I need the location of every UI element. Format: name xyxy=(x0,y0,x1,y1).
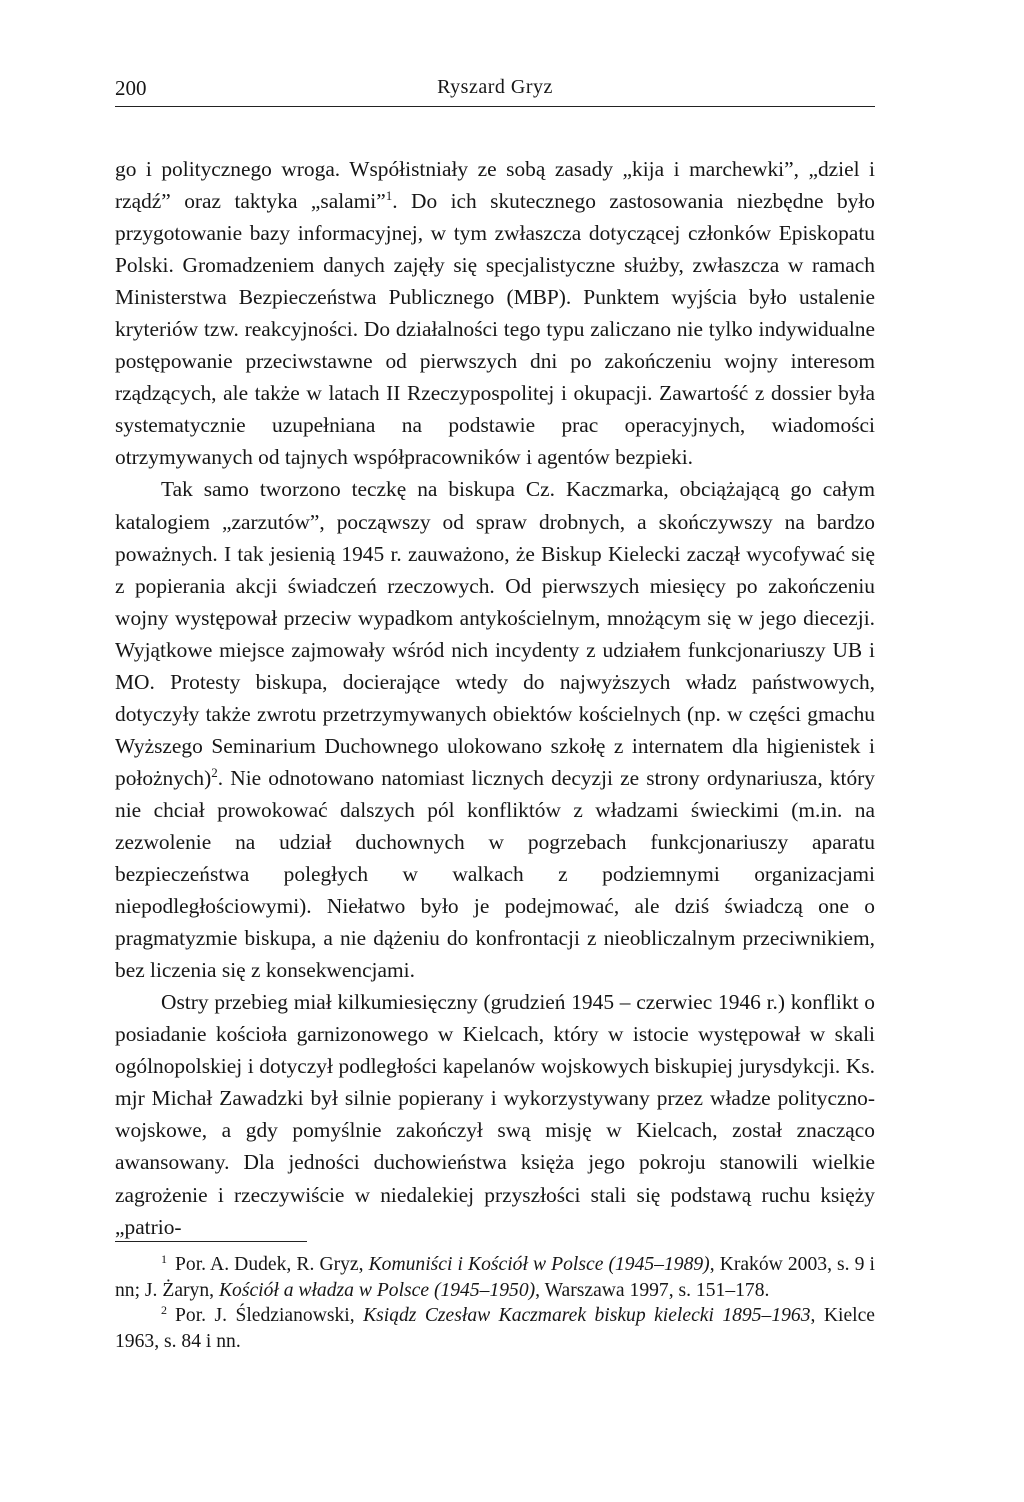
footnote-title: Kościół a władza w Polsce (1945–1950) xyxy=(218,1279,536,1301)
paragraph-2 xyxy=(115,473,875,986)
paragraph-text: . Do ich skutecznego zastosowania niezbędne było przygotowanie bazy informacyjnej, w tym zwłaszcza dotyczącej członków Episkopatu Polski. Gromadzeniem danych zajęły się specjalistyczne służby, zwłaszcza w ramach Ministerstwa Bezpieczeństwa Publicznego (MBP). Punktem wyjścia było ustalenie kryteriów tzw. reakcyjności. Do działalności tego typu zaliczano nie tylko indywidualne postępowanie przeciwstawne od pierwszych dni po zakończeniu wojny interesom rządzących, ale także w latach II Rzeczypospolitej i okupacji. Zawartość z dossier była systematycznie uzupełniana na podstawie prac operacyjnych, wiadomości otrzymywanych od tajnych współpracowników i agentów bezpieki. xyxy=(115,189,875,470)
footnote-title: Komuniści i Kościół w Polsce (1945–1989) xyxy=(368,1254,710,1275)
footnote-text: Por. A. Dudek, R. Gryz, xyxy=(175,1254,369,1275)
footnotes xyxy=(115,1252,875,1354)
page-number: 200 xyxy=(115,76,147,100)
running-head-author: Ryszard Gryz xyxy=(437,76,553,98)
page-header xyxy=(115,76,875,107)
paragraph-text: Ostry przebieg miał kilkumiesięczny (grudzień 1945 – czerwiec 1946 r.) konflikt o posiadanie kościoła garnizonowego w Kielcach, który w istocie występował w skali ogólnopolskiej i dotyczył podległości kapelanów wojskowych biskupiej jurysdykcji. Ks. mjr Michał Zawadzki był silnie popierany i wykorzystywany przez władze polityczno-wojskowe, a gdy pomyślnie zakończył swą misję w Kielcach, został znacząco awansowany. Dla jedności duchowieństwa księża jego pokroju stanowili wielkie zagrożenie i rzeczywiście w niedalekiej przyszłości stali się podstawą ruchu księży „patrio- xyxy=(115,990,875,1239)
paragraph-text: . Nie odnotowano natomiast licznych decyzji ze strony ordynariusza, który nie chciał prowokować dalszych pól konfliktów z władzami świeckimi (m.in. na zezwolenie na udział duchownych w pogrzebach funkcjonariuszy aparatu bezpieczeństwa poległych w walkach z podziemnymi organizacjami niepodległościowymi). Niełatwo było je podejmować, ale dziś świadczą one o pragmatyzmie biskupa, a nie dążeniu do konfrontacji z nieobliczalnym przeciwnikiem, bez liczenia się z konsekwencjami. xyxy=(115,765,875,983)
footnote-text: , Kielce 1963, s. 84 i nn. xyxy=(115,1305,875,1352)
footnote-2 xyxy=(115,1303,875,1354)
footnote-ref-1[interactable]: 1 xyxy=(385,188,393,204)
footnote-text: , Kraków 2003, s. 9 i nn; J. Żaryn, xyxy=(115,1254,875,1301)
paragraph-1 xyxy=(115,153,875,473)
footnote-text: Por. J. Śledzianowski, xyxy=(175,1305,364,1326)
footnote-title: Ksiądz Czesław Kaczmarek biskup kielecki 1895–1963 xyxy=(363,1305,811,1326)
footnote-ref-2[interactable]: 2 xyxy=(211,764,218,780)
body-text xyxy=(115,153,875,1243)
paragraph-3 xyxy=(115,986,875,1242)
footnote-number: 2 xyxy=(161,1303,167,1317)
footnote-separator xyxy=(115,1241,307,1242)
footnote-text: , Warszawa 1997, s. 151–178. xyxy=(535,1279,770,1301)
paragraph-text: Tak samo tworzono teczkę na biskupa Cz. Kaczmarka, obciążającą go całym katalogiem „zarzutów”, począwszy od spraw drobnych, a skończywszy na bardzo poważnych. I tak jesienią 1945 r. zauważono, że Biskup Kielecki zaczął wycofywać się z popierania akcji świadczeń rzeczowych. Od pierwszych miesięcy po zakończeniu wojny występował przeciw wypadkom antykościelnym, mnożącym się w jego diecezji. Wyjątkowe miejsce zajmowały wśród nich incydenty z udziałem funkcjonariuszy UB i MO. Protesty biskupa, docierające wtedy do najwyższych władz państwowych, dotyczyły także zwrotu przetrzymywanych obiektów kościelnych (np. w części gmachu Wyższego Seminarium Duchownego ulokowano szkołę z internatem dla higienistek i położnych) xyxy=(115,477,875,790)
paragraph-text: go i politycznego wroga. Współistniały ze sobą zasady „kija i marchewki”, „dziel i rządź” oraz taktyka „salami” xyxy=(115,157,875,214)
footnote-number: 1 xyxy=(161,1252,167,1266)
footnote-1 xyxy=(115,1252,875,1303)
